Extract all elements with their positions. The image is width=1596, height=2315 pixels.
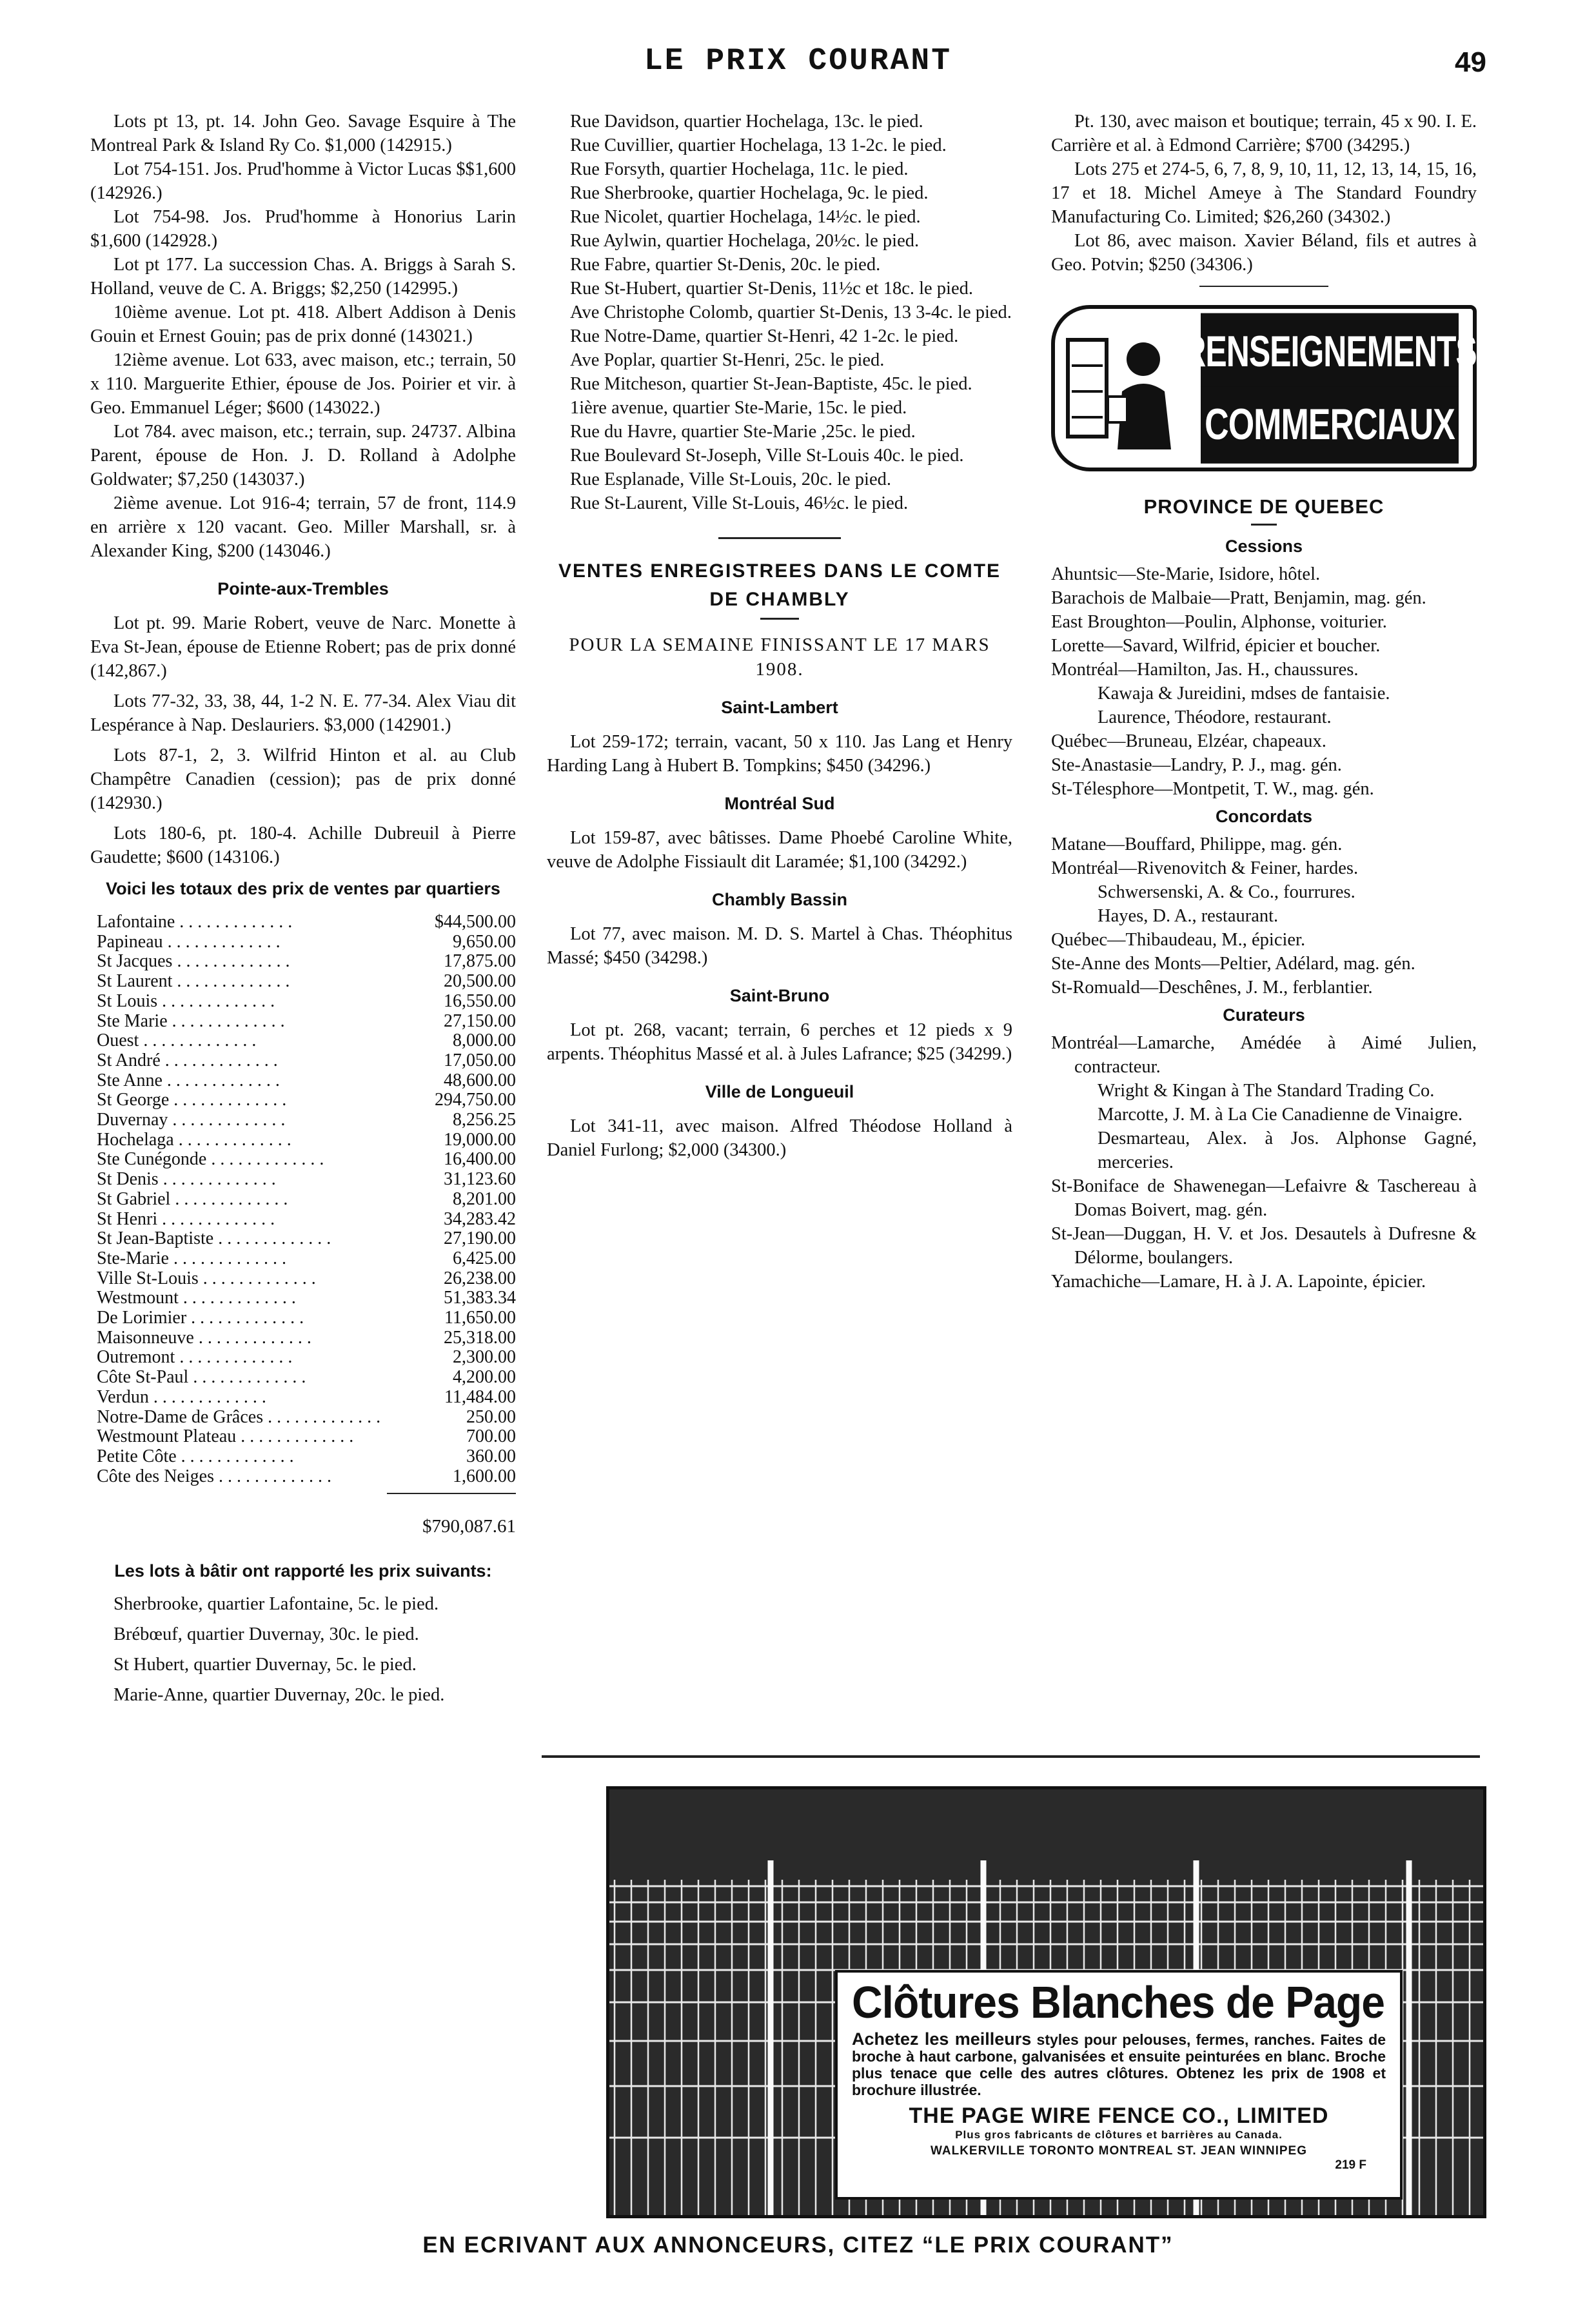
totals-row	[90, 932, 516, 952]
totals-row	[90, 952, 516, 972]
pointe-aux-trembles-entries	[90, 611, 516, 869]
totals-row	[90, 1210, 516, 1230]
grand-total: $790,087.61	[422, 1516, 516, 1537]
quartier-total: 8,000.00	[453, 1030, 516, 1051]
curateurs-item: Desmarteau, Alex. à Jos. Alphonse Gagné, merceries.	[1098, 1128, 1477, 1172]
quartier-total: $44,500.00	[435, 912, 516, 932]
quartier-label: Westmount Plateau	[97, 1427, 237, 1447]
quartier-total: 25,318.00	[444, 1327, 516, 1348]
quartier-total: 250.00	[466, 1406, 516, 1427]
quartier-total: 6,425.00	[453, 1248, 516, 1268]
quartier-label: Côte des Neiges	[97, 1466, 214, 1486]
quartier-total: 2,300.00	[453, 1347, 516, 1368]
totals-row	[90, 1031, 516, 1051]
sale-entry: 12ième avenue. Lot 633, avec maison, etc.; terrain, 50 x 110. Marguerite Ethier, épouse de Jos. Poirier et vir. à Geo. Emmanuel Léger; $600 (143022.)	[90, 350, 516, 418]
street-price: Rue Mitcheson, quartier St-Jean-Baptiste, 45c. le pied.	[570, 374, 972, 394]
quartier-label: Notre-Dame de Grâces	[97, 1407, 264, 1427]
quartier-name: Lafontaine . . . . . . . . . . . . .	[97, 912, 293, 932]
quartier-label: Maisonneuve	[97, 1328, 194, 1348]
quartier-name: Notre-Dame de Grâces . . . . . . . . . . . . .	[97, 1407, 381, 1427]
street-price: Rue Notre-Dame, quartier St-Henri, 42 1-2c. le pied.	[570, 326, 959, 346]
lot-price: Sherbrooke, quartier Lafontaine, 5c. le pied.	[113, 1594, 439, 1615]
quartier-total: 27,150.00	[444, 1010, 516, 1031]
street-price: Rue Sherbrooke, quartier Hochelaga, 9c. le pied.	[570, 183, 929, 203]
quartier-label: St Louis	[97, 991, 158, 1011]
totals-row	[90, 1130, 516, 1150]
locality-heading: Montréal Sud	[724, 794, 835, 813]
sale-entry: Pt. 130, avec maison et boutique; terrain, 45 x 90. I. E. Carrière et al. à Edmond Carrière; $700 (34295.)	[1051, 112, 1477, 155]
concordats-item: Ste-Anne des Monts—Peltier, Adélard, mag. gén.	[1051, 954, 1415, 974]
cessions-item: Ste-Anastasie—Landry, P. J., mag. gén.	[1051, 755, 1342, 775]
quartier-total: 11,484.00	[444, 1386, 516, 1407]
banner-line-1: RENSEIGNEMENTS	[1201, 313, 1459, 390]
quartier-name: Duvernay . . . . . . . . . . . . .	[97, 1110, 286, 1130]
quartier-name: Westmount . . . . . . . . . . . . .	[97, 1288, 296, 1308]
sale-entry: 2ième avenue. Lot 916-4; terrain, 57 de front, 114.9 en arrière x 120 vacant. Geo. Miller Marshall, sr. à Alexander King, $200 (143046.)	[90, 493, 516, 561]
cessions-item: East Broughton—Poulin, Alphonse, voiturier.	[1051, 612, 1387, 632]
totals-row	[90, 1012, 516, 1032]
quartier-label: St George	[97, 1090, 170, 1110]
totals-row	[90, 1269, 516, 1289]
concordats-item: Schwersenski, A. & Co., fourrures.	[1098, 882, 1355, 902]
sales-entries	[90, 110, 516, 563]
quartier-total: 31,123.60	[444, 1169, 516, 1190]
curateurs-item: Montréal—Lamarche, Amédée à Aimé Julien, contracteur.	[1051, 1033, 1477, 1077]
total-rule	[387, 1493, 516, 1494]
short-rule	[760, 618, 799, 620]
renseignements-banner	[1051, 305, 1477, 471]
totals-row	[90, 1051, 516, 1071]
week-heading: POUR LA SEMAINE FINISSANT LE 17 MARS 1908.	[569, 635, 990, 680]
totals-row	[90, 912, 516, 932]
quartier-label: Ste Anne	[97, 1070, 163, 1090]
curateurs-list	[1051, 1031, 1477, 1294]
street-price: Ave Christophe Colomb, quartier St-Denis, 13 3-4c. le pied.	[570, 302, 1012, 322]
locality-entry: Lot pt. 268, vacant; terrain, 6 perches et 12 pieds x 9 arpents. Théophitus Massé et al. à Jules Lafrance; $25 (34299.)	[547, 1020, 1012, 1064]
quartier-total: 4,200.00	[453, 1367, 516, 1388]
cessions-item: Kawaja & Jureidini, mdses de fantaisie.	[1098, 684, 1390, 704]
quartier-label: St Jacques	[97, 952, 173, 972]
quartier-name: Maisonneuve . . . . . . . . . . . . .	[97, 1328, 311, 1348]
clerk-illustration-icon	[1063, 320, 1185, 456]
locality-heading: Chambly Bassin	[711, 890, 848, 909]
totals-row	[90, 1388, 516, 1408]
lot-price: St Hubert, quartier Duvernay, 5c. le pied.	[113, 1655, 417, 1675]
totals-row	[90, 1427, 516, 1447]
cessions-item: Barachois de Malbaie—Pratt, Benjamin, mag. gén.	[1051, 588, 1426, 608]
quartier-total: 9,650.00	[453, 931, 516, 952]
sale-entry: Lot 754-98. Jos. Prud'homme à Honorius Larin $1,600 (142928.)	[90, 207, 516, 251]
page-fence-advertisement	[606, 1786, 1486, 2218]
concordats-item: Matane—Bouffard, Philippe, mag. gén.	[1051, 834, 1343, 854]
curateurs-item: Marcotte, J. M. à La Cie Canadienne de Vinaigre.	[1098, 1105, 1463, 1125]
quartier-label: Ste-Marie	[97, 1248, 169, 1268]
totals-row	[90, 1328, 516, 1348]
continued-entries	[1051, 110, 1477, 277]
quartier-label: Duvernay	[97, 1110, 168, 1130]
locality-entry: Lot 159-87, avec bâtisses. Dame Phoebé Caroline White, veuve de Adolphe Fissiault dit Laramée; $1,100 (34292.)	[547, 828, 1012, 872]
quartier-name: St George . . . . . . . . . . . . .	[97, 1090, 287, 1110]
quartier-name: St Jean-Baptiste . . . . . . . . . . . . .	[97, 1229, 331, 1249]
quartier-total: 8,201.00	[453, 1188, 516, 1209]
ad-company: THE PAGE WIRE FENCE CO., LIMITED	[909, 2103, 1329, 2128]
quartier-name: De Lorimier . . . . . . . . . . . . .	[97, 1308, 304, 1328]
quartier-total: 16,400.00	[444, 1149, 516, 1170]
concordats-list	[1051, 832, 1477, 1000]
concordats-item: Montréal—Rivenovitch & Feiner, hardes.	[1051, 858, 1359, 878]
totals-row	[90, 972, 516, 992]
concordats-heading: Concordats	[1215, 807, 1313, 826]
totals-row	[90, 1071, 516, 1091]
quartier-label: St Gabriel	[97, 1189, 171, 1209]
quartier-label: Outremont	[97, 1348, 175, 1368]
totals-row	[90, 1190, 516, 1210]
quartier-name: St Gabriel . . . . . . . . . . . . .	[97, 1189, 288, 1209]
quartier-name: Côte St-Paul . . . . . . . . . . . . .	[97, 1368, 306, 1388]
totals-row	[90, 992, 516, 1012]
curateurs-item: Yamachiche—Lamare, H. à J. A. Lapointe, épicier.	[1051, 1272, 1426, 1292]
street-price: Rue Fabre, quartier St-Denis, 20c. le pied.	[570, 255, 881, 275]
totals-table	[90, 912, 516, 1486]
cessions-list	[1051, 562, 1477, 801]
quartier-name: Outremont . . . . . . . . . . . . .	[97, 1348, 293, 1368]
cessions-item: Laurence, Théodore, restaurant.	[1098, 707, 1332, 727]
quartier-total: 294,750.00	[435, 1090, 516, 1110]
lots-list	[90, 1592, 516, 1707]
quartier-total: 27,190.00	[444, 1228, 516, 1249]
quartier-label: St Denis	[97, 1170, 159, 1190]
sale-entry: Lot 784. avec maison, etc.; terrain, sup. 24737. Albina Parent, épouse de Hon. J. D. Rolland à Adolphe Goldwater; $7,250 (143037.)	[90, 422, 516, 489]
ad-code: 219 F	[1335, 2158, 1366, 2172]
quartier-total: 360.00	[466, 1446, 516, 1466]
cessions-item: Lorette—Savard, Wilfrid, épicier et boucher.	[1051, 636, 1381, 656]
totals-row	[90, 1447, 516, 1467]
quartier-total: 26,238.00	[444, 1268, 516, 1288]
quartier-label: St Jean-Baptiste	[97, 1229, 214, 1249]
street-price-list	[547, 110, 1012, 515]
quartier-name: Ste Marie . . . . . . . . . . . . .	[97, 1011, 285, 1031]
street-price: Rue Forsyth, quartier Hochelaga, 11c. le pied.	[570, 159, 909, 179]
quartier-total: 17,050.00	[444, 1050, 516, 1070]
section-heading-pointe-aux-trembles: Pointe-aux-Trembles	[217, 579, 389, 598]
quartier-label: St Henri	[97, 1209, 158, 1229]
sale-entry: Lots 180-6, pt. 180-4. Achille Dubreuil à Pierre Gaudette; $600 (143106.)	[90, 823, 516, 867]
locality-entry: Lot 77, avec maison. M. D. S. Martel à Chas. Théophitus Massé; $450 (34298.)	[547, 924, 1012, 968]
quartier-name: Verdun . . . . . . . . . . . . .	[97, 1387, 266, 1407]
quartier-label: Verdun	[97, 1387, 149, 1407]
lots-heading: Les lots à bâtir ont rapporté les prix suivants:	[114, 1561, 492, 1581]
quartier-label: Ste Marie	[97, 1011, 168, 1031]
publication-title: LE PRIX COURANT	[644, 44, 952, 79]
cessions-item: Montréal—Hamilton, Jas. H., chaussures.	[1051, 660, 1359, 680]
cessions-item: Québec—Bruneau, Elzéar, chapeaux.	[1051, 731, 1326, 751]
ad-body	[852, 2031, 1386, 2098]
street-price: Ave Poplar, quartier St-Henri, 25c. le pied.	[570, 350, 885, 370]
section-rule	[1199, 286, 1328, 287]
curateurs-heading: Curateurs	[1223, 1005, 1305, 1025]
curateurs-item: Wright & Kingan à The Standard Trading Co.	[1098, 1081, 1435, 1101]
quartier-label: Hochelaga	[97, 1130, 174, 1150]
quartier-total: 51,383.34	[444, 1288, 516, 1308]
sale-entry: Lots 275 et 274-5, 6, 7, 8, 9, 10, 11, 12, 13, 14, 15, 16, 17 et 18. Michel Ameye à The Standard Foundry Manufacturing Co. Limited; $26,260 (34302.)	[1051, 159, 1477, 227]
locality-entry: Lot 341-11, avec maison. Alfred Théodose Holland à Daniel Furlong; $2,000 (34300.)	[547, 1116, 1012, 1160]
ventes-heading: VENTES ENREGISTREES DANS LE COMTE DE CHAMBLY	[558, 560, 1001, 610]
locality-heading: Ville de Longueuil	[705, 1082, 854, 1101]
street-price: Rue Aylwin, quartier Hochelaga, 20½c. le pied.	[570, 231, 920, 251]
page-footer: EN ECRIVANT AUX ANNONCEURS, CITEZ “LE PRIX COURANT”	[422, 2232, 1174, 2258]
totals-row	[90, 1467, 516, 1487]
section-rule	[718, 537, 841, 539]
locality-entry: Lot 259-172; terrain, vacant, 50 x 110. Jas Lang et Henry Harding Lang à Hubert B. Tompkins; $450 (34296.)	[547, 732, 1012, 776]
street-price: Rue St-Laurent, Ville St-Louis, 46½c. le pied.	[570, 493, 909, 513]
quartier-label: St Laurent	[97, 972, 173, 992]
quartier-name: Ouest . . . . . . . . . . . . .	[97, 1031, 257, 1051]
ad-headline: Clôtures Blanches de Page	[852, 1977, 1384, 2027]
quartier-label: Ste Cunégonde	[97, 1150, 207, 1170]
sale-entry: Lot pt. 99. Marie Robert, veuve de Narc. Monette à Eva St-Jean, épouse de Etienne Robert; pas de prix donné (142,867.)	[90, 613, 516, 681]
sale-entry: Lot 86, avec maison. Xavier Béland, fils et autres à Geo. Potvin; $250 (34306.)	[1051, 231, 1477, 275]
street-price: Rue du Havre, quartier Ste-Marie ,25c. le pied.	[570, 422, 916, 442]
street-price: Rue St-Hubert, quartier St-Denis, 11½c et 18c. le pied.	[570, 279, 973, 299]
cessions-item: Ahuntsic—Ste-Marie, Isidore, hôtel.	[1051, 564, 1321, 584]
cessions-heading: Cessions	[1225, 537, 1303, 556]
lot-price: Brébœuf, quartier Duvernay, 30c. le pied.	[113, 1624, 419, 1645]
quartier-total: 34,283.42	[444, 1208, 516, 1229]
ad-body-text: styles pour pelouses, fermes, ranches. Faites de broche à haut carbone, galvanisées et ensuite peinturées en blanc. Broche plus tenace que celle des autres clôtures. Obtenez les prix de 1908 et brochure illustrée.	[852, 2031, 1386, 2098]
short-rule	[1251, 524, 1277, 526]
quartier-name: Westmount Plateau . . . . . . . . . . . . .	[97, 1427, 354, 1447]
quartier-name: Ville St-Louis . . . . . . . . . . . . .	[97, 1268, 316, 1288]
quartier-label: Lafontaine	[97, 912, 175, 932]
quartier-name: St Laurent . . . . . . . . . . . . .	[97, 972, 290, 992]
sale-entry: Lots pt 13, pt. 14. John Geo. Savage Esquire à The Montreal Park & Island Ry Co. $1,000 (142915.)	[90, 112, 516, 155]
totals-heading: Voici les totaux des prix de ventes par quartiers	[106, 879, 500, 898]
street-price: Rue Boulevard St-Joseph, Ville St-Louis 40c. le pied.	[570, 446, 964, 466]
quartier-total: 1,600.00	[453, 1466, 516, 1486]
quartier-label: Petite Côte	[97, 1446, 177, 1466]
column-middle	[547, 110, 1012, 1162]
quartier-name: Ste-Marie . . . . . . . . . . . . .	[97, 1248, 286, 1268]
sale-entry: 10ième avenue. Lot pt. 418. Albert Addison à Denis Gouin et Ernest Gouin; pas de prix donné (143021.)	[90, 302, 516, 346]
totals-row	[90, 1090, 516, 1110]
page-number: 49	[1455, 46, 1486, 78]
quartier-name: St Louis . . . . . . . . . . . . .	[97, 991, 275, 1011]
totals-row	[90, 1229, 516, 1249]
quartier-name: Petite Côte . . . . . . . . . . . . .	[97, 1446, 294, 1466]
totals-row	[90, 1110, 516, 1130]
quartier-label: Ville St-Louis	[97, 1268, 199, 1288]
totals-row	[90, 1408, 516, 1428]
chambly-sections	[547, 696, 1012, 1162]
column-left	[90, 110, 516, 1713]
concordats-item: Québec—Thibaudeau, M., épicier.	[1051, 930, 1306, 950]
totals-row	[90, 1348, 516, 1368]
curateurs-item: St-Boniface de Shawenegan—Lefaivre & Taschereau à Domas Boivert, mag. gén.	[1051, 1176, 1477, 1220]
quartier-total: 48,600.00	[444, 1070, 516, 1090]
quartier-name: Papineau . . . . . . . . . . . . .	[97, 932, 281, 952]
street-price: Rue Cuvillier, quartier Hochelaga, 13 1-2c. le pied.	[570, 135, 947, 155]
totals-row	[90, 1288, 516, 1308]
ad-cities: WALKERVILLE TORONTO MONTREAL ST. JEAN WINNIPEG	[930, 2144, 1308, 2158]
quartier-label: Côte St-Paul	[97, 1368, 189, 1388]
banner-line-2: COMMERCIAUX	[1201, 386, 1459, 464]
column-right	[1051, 110, 1477, 1294]
concordats-item: St-Romuald—Deschênes, J. M., ferblantier.	[1051, 978, 1373, 998]
quartier-name: St Jacques . . . . . . . . . . . . .	[97, 952, 290, 972]
quartier-name: St Denis . . . . . . . . . . . . .	[97, 1170, 276, 1190]
curateurs-item: St-Jean—Duggan, H. V. et Jos. Desautels à Dufresne & Délorme, boulangers.	[1051, 1224, 1477, 1268]
quartier-total: 20,500.00	[444, 971, 516, 992]
quartier-label: Ouest	[97, 1031, 139, 1051]
ad-body-lead: Achetez les meilleurs	[852, 2029, 1032, 2049]
quartier-name: Hochelaga . . . . . . . . . . . . .	[97, 1130, 291, 1150]
quartier-label: Papineau	[97, 932, 163, 952]
quartier-name: Côte des Neiges . . . . . . . . . . . . .	[97, 1466, 331, 1486]
quartier-total: 19,000.00	[444, 1129, 516, 1150]
totals-row	[90, 1249, 516, 1269]
advertisement-rule	[542, 1755, 1480, 1758]
totals-row	[90, 1368, 516, 1388]
page-header	[0, 44, 1596, 89]
totals-row	[90, 1308, 516, 1328]
concordats-item: Hayes, D. A., restaurant.	[1098, 906, 1279, 926]
ad-text-box	[835, 1970, 1403, 2200]
quartier-total: 16,550.00	[444, 990, 516, 1011]
sale-entry: Lot pt 177. La succession Chas. A. Briggs à Sarah S. Holland, veuve de C. A. Briggs; $2,250 (142995.)	[90, 255, 516, 299]
quartier-name: Ste Anne . . . . . . . . . . . . .	[97, 1070, 280, 1090]
quartier-total: 17,875.00	[444, 951, 516, 972]
quartier-name: St Henri . . . . . . . . . . . . .	[97, 1209, 275, 1229]
quartier-label: De Lorimier	[97, 1308, 187, 1328]
quartier-name: St André . . . . . . . . . . . . .	[97, 1050, 278, 1070]
sale-entry: Lots 87-1, 2, 3. Wilfrid Hinton et al. au Club Champêtre Canadien (cession); pas de prix donné (142930.)	[90, 745, 516, 813]
sale-entry: Lots 77-32, 33, 38, 44, 1-2 N. E. 77-34. Alex Viau dit Lespérance à Nap. Deslauriers. $3,000 (142901.)	[90, 691, 516, 735]
quartier-total: 8,256.25	[453, 1110, 516, 1130]
street-price: Rue Esplanade, Ville St-Louis, 20c. le pied.	[570, 469, 891, 489]
quartier-total: 700.00	[466, 1426, 516, 1447]
sale-entry: Lot 754-151. Jos. Prud'homme à Victor Lucas $$1,600 (142926.)	[90, 159, 516, 203]
street-price: Rue Nicolet, quartier Hochelaga, 14½c. le pied.	[570, 207, 921, 227]
quartier-label: St André	[97, 1050, 161, 1070]
lot-price: Marie-Anne, quartier Duvernay, 20c. le pied.	[113, 1685, 445, 1706]
quartier-name: Ste Cunégonde . . . . . . . . . . . . .	[97, 1150, 324, 1170]
ad-tagline: Plus gros fabricants de clôtures et barrières au Canada.	[955, 2129, 1283, 2141]
street-price: Rue Davidson, quartier Hochelaga, 13c. le pied.	[570, 112, 923, 132]
locality-heading: Saint-Bruno	[729, 986, 830, 1005]
province-heading: PROVINCE DE QUEBEC	[1143, 495, 1384, 518]
totals-row	[90, 1150, 516, 1170]
locality-heading: Saint-Lambert	[721, 698, 838, 717]
cessions-item: St-Télesphore—Montpetit, T. W., mag. gén.	[1051, 779, 1374, 799]
totals-row	[90, 1170, 516, 1190]
street-price: 1ière avenue, quartier Ste-Marie, 15c. le pied.	[570, 398, 907, 418]
quartier-total: 11,650.00	[444, 1308, 516, 1328]
quartier-label: Westmount	[97, 1288, 179, 1308]
